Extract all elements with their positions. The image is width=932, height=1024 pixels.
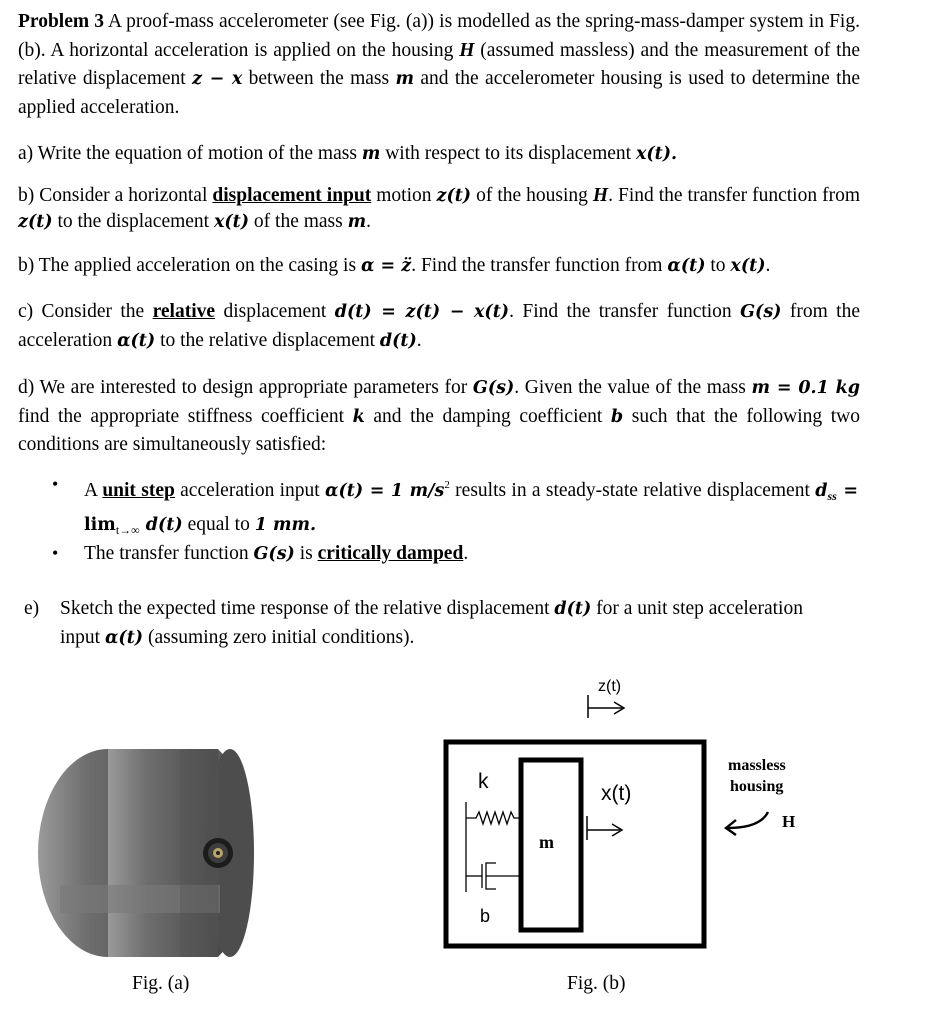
k-label: k (478, 770, 489, 793)
part-b2-text-4: . (765, 255, 771, 276)
part-d-text-5: such that the following two conditions are simultaneously satisfied: (18, 405, 860, 455)
part-b1-zt: z(t) (436, 186, 472, 206)
part-d-k: k (352, 406, 365, 427)
intro-text-1: A proof-mass accelerometer (see Fig. (a)) is modelled as the spring-mass-damper system in Fig. (b). A horizontal acceleration is applied on the housing (18, 11, 860, 61)
part-c-at: α(t) (117, 330, 156, 351)
part-c-text-1: c) Consider the (18, 301, 153, 322)
part-d-mass-eq: m = 0.1 kg (751, 378, 861, 398)
part-c-Gs: G(s) (740, 302, 782, 322)
part-b1-m: m (347, 212, 367, 232)
damper-icon (466, 863, 521, 889)
bullet-steady-state (84, 471, 858, 544)
part-d-text-3: find the appropriate stiffness coefficient (18, 405, 353, 427)
bullet2-text-1: The transfer function (84, 543, 254, 564)
part-b1-text-5: to the displacement (52, 211, 214, 232)
bullet-mark-2: • (52, 543, 59, 563)
bullet1-text-1: A (84, 480, 103, 501)
housing-label-line1: massless (728, 757, 786, 774)
intro-text-2: (assumed massless) and the measurement of the relative displacement (18, 39, 860, 89)
bullet1-text-4: equal to (182, 513, 255, 535)
part-b1-text-7: . (366, 211, 372, 232)
part-d-Gs: G(s) (472, 378, 515, 398)
housing-pointer-arrow-icon (720, 808, 772, 838)
part-c-dt: d(t) (379, 330, 417, 351)
part-e-at: α(t) (104, 627, 144, 648)
problem-heading: Problem 3 (18, 11, 104, 32)
part-b1-xt: x(t) (213, 212, 250, 232)
part-b2-text-3: to (705, 255, 731, 276)
bullet-critically-damped (84, 540, 858, 569)
part-e-text-3: (assuming zero initial conditions). (143, 626, 415, 648)
part-b1-text-6: of the mass (249, 211, 348, 232)
fig-b-caption: Fig. (b) (567, 973, 626, 994)
accelerometer-photo (30, 735, 270, 960)
part-b1-text-4: . Find the transfer function from (608, 185, 860, 206)
bullet1-mm: 1 mm. (254, 514, 317, 535)
bullet1-d: d (815, 481, 828, 501)
housing-symbol: H (459, 39, 475, 61)
b-label: b (480, 906, 491, 926)
relative-displacement-expr: z − x (192, 69, 243, 89)
part-b2-text-2: . Find the transfer function from (411, 255, 668, 276)
x-label: x(t) (601, 782, 632, 805)
mass-symbol: m (395, 69, 414, 89)
bullet1-dt: d(t) (139, 514, 183, 535)
part-a-text-2: with respect to its displacement (380, 143, 636, 164)
part-c (18, 298, 860, 355)
part-c-text-6: . (416, 329, 422, 351)
intro-text-4: and the accelerometer housing is used to determine the applied acceleration. (18, 68, 860, 118)
part-c-text-2: displacement (215, 301, 335, 322)
part-b-acceleration (18, 252, 860, 281)
part-b1-text-2: motion (371, 185, 437, 206)
bullet2-text-3: . (463, 543, 469, 564)
part-b1-text-1: b) Consider a horizontal (18, 185, 213, 206)
bullet1-eq: α(t) = 1 m/s (325, 481, 445, 501)
part-c-text-4: from the acceleration (18, 301, 860, 351)
part-e-label: e) (24, 598, 40, 619)
bullet-mark-1: • (52, 474, 59, 494)
part-b2-xt: x(t) (730, 256, 766, 276)
fig-a-caption: Fig. (a) (132, 973, 190, 994)
part-b1-text-3: of the housing (471, 185, 593, 206)
part-d-text-4: and the damping coefficient (364, 405, 611, 427)
bullet1-ss: ss (827, 489, 837, 503)
part-b2-eq: α = z̈ (360, 256, 412, 276)
part-e-text-2: for a unit step acceleration input (60, 598, 803, 648)
part-d-text-2: . Given the value of the mass (514, 377, 752, 398)
bullet1-underlined: unit step (102, 480, 175, 501)
bullet2-text-2: is (294, 543, 318, 564)
part-e (60, 595, 820, 652)
bullet1-lim: = lim (84, 481, 858, 535)
spring-icon (466, 812, 521, 824)
part-a-xt: x(t). (635, 144, 678, 164)
bullet1-text-2: acceleration input (174, 480, 326, 501)
part-b1-zt2: z(t) (18, 212, 53, 232)
part-c-text-3: . Find the transfer function (509, 301, 741, 322)
part-a-text-1: a) Write the equation of motion of the mass (18, 143, 362, 164)
part-e-text-1: Sketch the expected time response of the relative displacement (60, 598, 555, 619)
part-d (18, 374, 860, 460)
part-b-displacement (18, 183, 860, 235)
z-label: z(t) (598, 678, 622, 695)
z-arrow-icon (588, 695, 624, 718)
part-c-underlined: relative (152, 301, 216, 322)
part-a (18, 140, 860, 169)
part-c-text-5: to the relative displacement (155, 329, 380, 351)
housing-label-line2: housing (730, 778, 784, 795)
bullet2-Gs: G(s) (253, 544, 295, 564)
part-b1-H: H (592, 185, 609, 206)
intro-text-3: between the mass (242, 68, 396, 89)
part-d-b: b (610, 406, 624, 427)
problem-statement (18, 8, 860, 122)
part-a-mass: m (361, 144, 381, 164)
spring-mass-damper-diagram (430, 690, 720, 955)
part-e-dt: d(t) (554, 599, 592, 619)
m-label: m (539, 832, 554, 852)
x-arrow-icon (587, 816, 622, 840)
part-c-eq: d(t) = z(t) − x(t) (334, 302, 510, 322)
bullet1-lim-sub: t→∞ (115, 522, 140, 537)
bullet1-text-3: results in a steady-state relative displacement (449, 480, 816, 501)
bullet2-underlined: critically damped (317, 543, 464, 564)
part-d-text-1: d) We are interested to design appropriate parameters for (18, 377, 473, 398)
bullet1-sup: 2 (444, 479, 450, 491)
H-label: H (782, 812, 796, 831)
part-b1-underlined: displacement input (212, 185, 372, 206)
part-b2-at: α(t) (667, 256, 706, 276)
part-b2-text-1: b) The applied acceleration on the casing is (18, 255, 361, 276)
